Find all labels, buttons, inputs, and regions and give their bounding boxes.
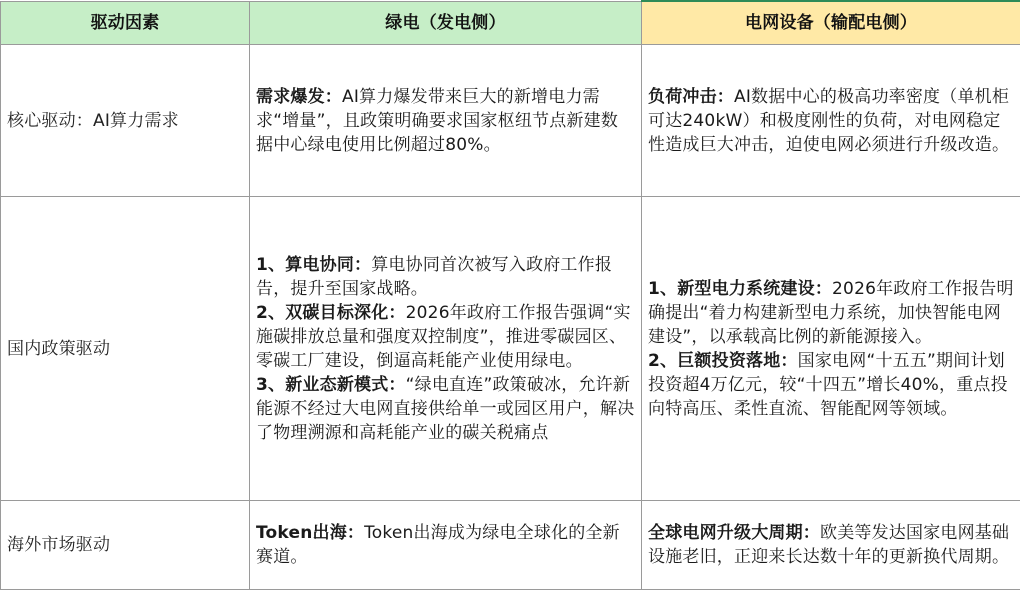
point-keyword: 全球电网升级大周期： — [648, 523, 820, 543]
table-row-ai-demand — [1, 45, 1020, 197]
point-text: AI算力爆发带来巨大的新增电力需求“增量”，且政策明确要求国家枢纽节点新建数据中心绿电使用比例超过80%。 — [256, 87, 618, 155]
header-factor: 驱动因素 — [1, 1, 250, 45]
driver-label: 海外市场驱动 — [1, 501, 250, 590]
grid-point — [648, 85, 1014, 157]
green-point — [256, 85, 635, 157]
point-keyword: 需求爆发： — [256, 87, 342, 107]
point-keyword: Token出海： — [256, 523, 364, 543]
point-text: 2026年政府工作报告明确提出“着力构建新型电力系统，加快智能电网建设”，以承载高比例的新能源接入。 — [648, 279, 1014, 347]
header-grid-equipment: 电网设备（输配电侧） — [642, 1, 1020, 45]
green-cell — [250, 197, 642, 501]
green-point — [256, 301, 635, 373]
table-row-overseas-market — [1, 501, 1020, 590]
point-keyword: 1、新型电力系统建设： — [648, 279, 832, 299]
header-green-power: 绿电（发电侧） — [250, 1, 642, 45]
green-point — [256, 253, 635, 301]
grid-point — [648, 349, 1014, 421]
point-text: Token出海成为绿电全球化的全新赛道。 — [256, 523, 620, 567]
table-row-domestic-policy — [1, 197, 1020, 501]
grid-cell — [642, 197, 1020, 501]
green-point — [256, 521, 635, 569]
grid-cell — [642, 45, 1020, 197]
driver-label: 国内政策驱动 — [1, 197, 250, 501]
point-keyword: 3、新业态新模式： — [256, 375, 406, 395]
point-text: AI数据中心的极高功率密度（单机柜可达240kW）和极度刚性的负荷，对电网稳定性造成巨大冲击，迫使电网必须进行升级改造。 — [648, 87, 1009, 155]
green-point — [256, 373, 635, 445]
point-keyword: 1、算电协同： — [256, 255, 371, 275]
grid-point — [648, 277, 1014, 349]
header-row — [1, 1, 1020, 45]
grid-point — [648, 521, 1014, 569]
point-keyword: 负荷冲击： — [648, 87, 734, 107]
point-text: 欧美等发达国家电网基础设施老旧，正迎来长达数十年的更新换代周期。 — [648, 523, 1009, 567]
point-text: “绿电直连”政策破冰，允许新能源不经过大电网直接供给单一或园区用户，解决了物理溯源和高耗能产业的碳关税痛点 — [256, 375, 634, 443]
grid-cell — [642, 501, 1020, 590]
green-cell — [250, 501, 642, 590]
point-text: 国家电网“十五五”期间计划投资超4万亿元，较“十四五”增长40%，重点投向特高压、柔性直流、智能配网等领域。 — [648, 351, 1008, 419]
point-text: 算电协同首次被写入政府工作报告，提升至国家战略。 — [256, 255, 612, 299]
green-cell — [250, 45, 642, 197]
point-keyword: 2、双碳目标深化： — [256, 303, 406, 323]
point-keyword: 2、巨额投资落地： — [648, 351, 798, 371]
point-text: 2026年政府工作报告强调“实施碳排放总量和强度双控制度”，推进零碳园区、零碳工厂建设，倒逼高耗能产业使用绿电。 — [256, 303, 631, 371]
driver-label: 核心驱动：AI算力需求 — [1, 45, 250, 197]
